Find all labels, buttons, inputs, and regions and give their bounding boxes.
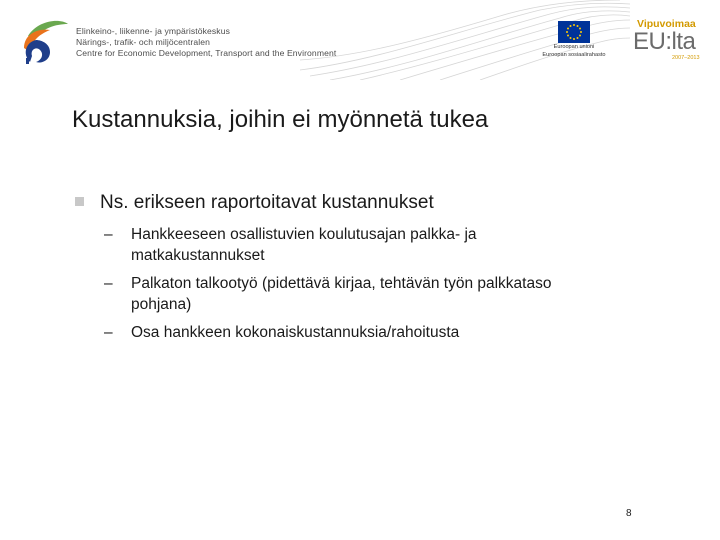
sub-bullet-line: pohjana)	[131, 296, 192, 313]
sub-bullet-line: Osa hankkeen kokonaiskustannuksia/rahoitusta	[131, 324, 460, 341]
sub-bullet-line: Palkaton talkootyö (pidettävä kirjaa, tehtävän työn palkkataso	[131, 275, 552, 292]
main-bullet-text: Ns. erikseen raportoitavat kustannukset	[100, 192, 434, 213]
sub-bullet-text	[131, 273, 551, 315]
sub-bullet-text	[131, 224, 477, 266]
sub-bullet-text	[131, 322, 459, 343]
dash-marker: –	[104, 275, 113, 292]
sub-bullet-line: matkakustannukset	[131, 247, 265, 264]
eu-caption-union: Euroopan unioni	[553, 44, 595, 50]
dash-marker: –	[104, 226, 113, 243]
page-number: 8	[626, 508, 632, 519]
ely-name-sv: Närings-, trafik- och miljöcentralen	[76, 37, 210, 47]
eu-caption-fund: Euroopan sosiaalirahasto	[542, 52, 606, 58]
ely-centre-logo	[20, 18, 70, 68]
program-years: 2007–2013	[672, 55, 700, 61]
ely-name-en: Centre for Economic Development, Transport and the Environment	[76, 48, 337, 58]
ely-centre-name	[76, 26, 336, 59]
vipuvoimaa-label: Vipuvoimaa	[637, 18, 696, 30]
sub-bullet-line: Hankkeeseen osallistuvien koulutusajan palkka- ja	[131, 226, 477, 243]
eu-flag-icon	[558, 21, 590, 43]
slide-title: Kustannuksia, joihin ei myönnetä tukea	[72, 106, 489, 133]
square-bullet-icon	[75, 197, 84, 206]
euita-logo-text: EU:lta	[633, 28, 696, 55]
dash-marker: –	[104, 324, 113, 341]
ely-name-fi: Elinkeino-, liikenne- ja ympäristökeskus	[76, 26, 230, 36]
slide-header	[0, 0, 720, 80]
